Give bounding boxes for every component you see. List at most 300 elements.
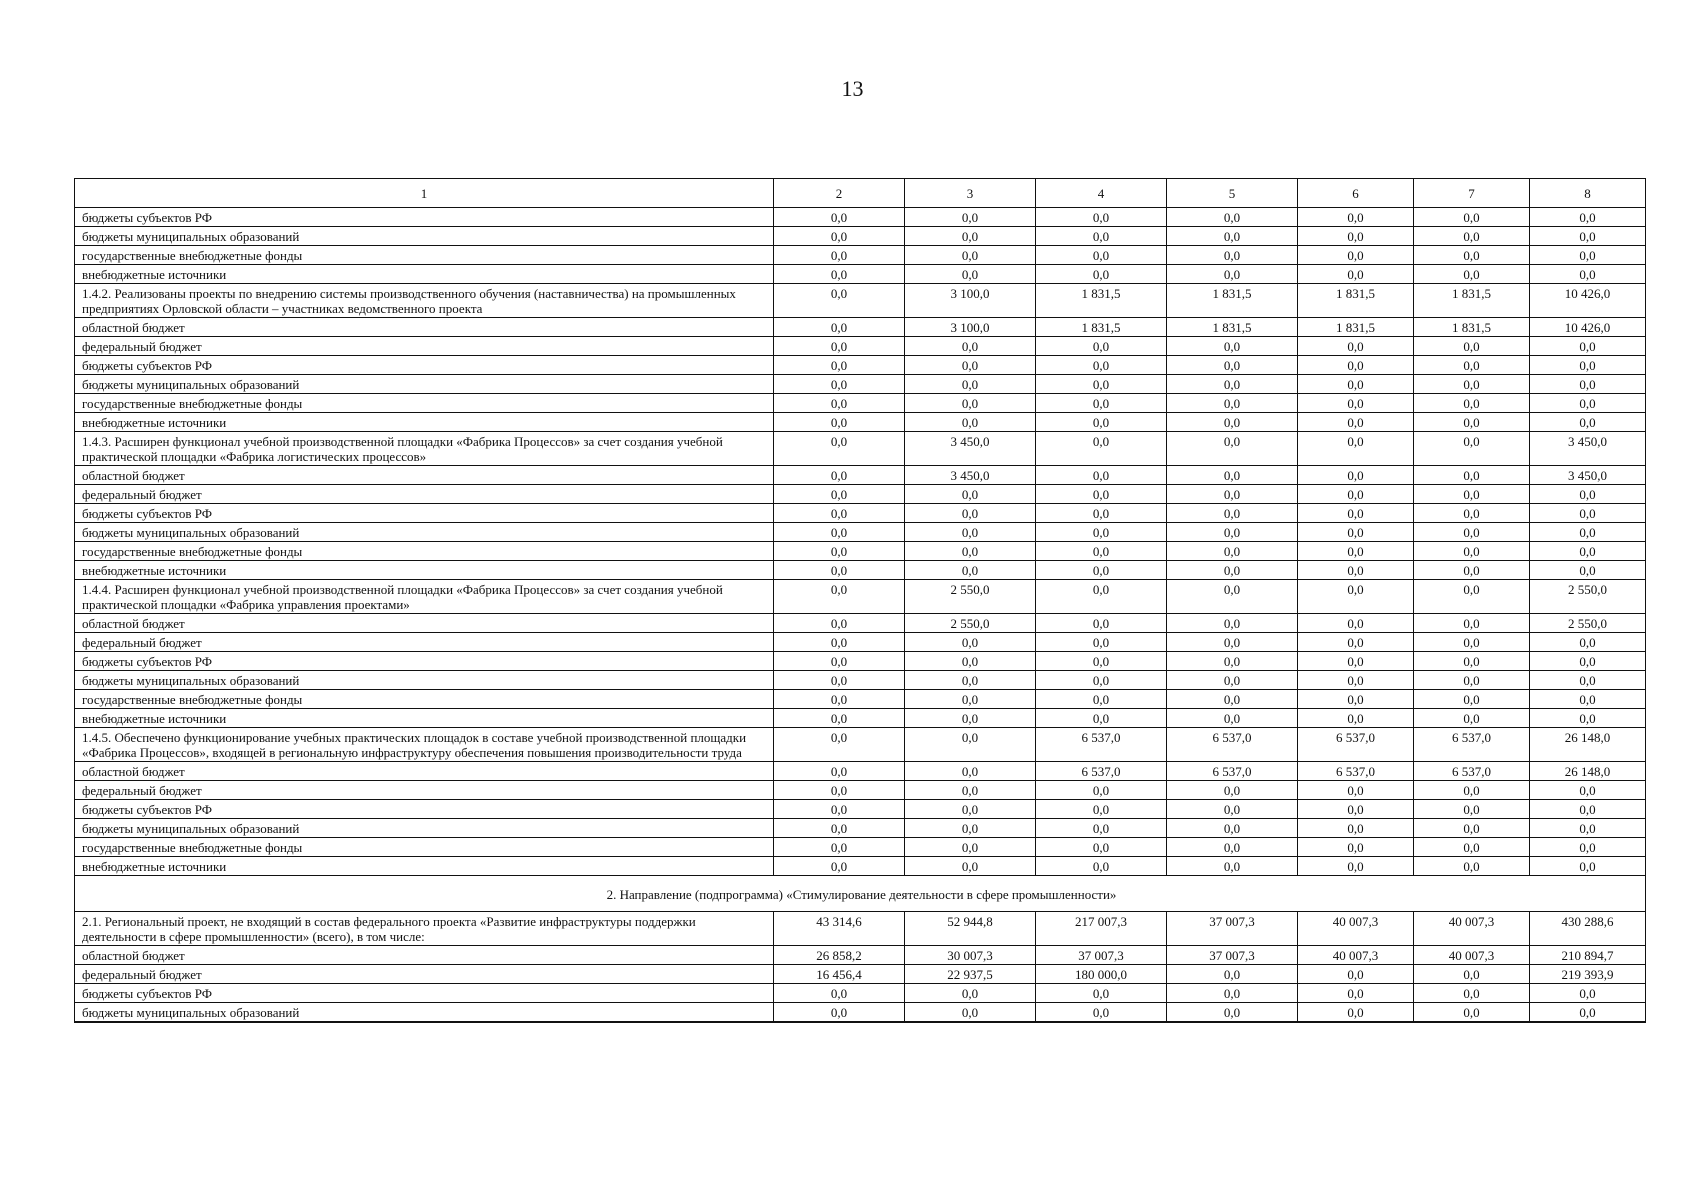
row-value: 6 537,0 xyxy=(1298,762,1414,781)
row-value: 6 537,0 xyxy=(1414,762,1530,781)
row-value: 0,0 xyxy=(1167,709,1298,728)
row-value: 0,0 xyxy=(1036,614,1167,633)
row-value: 0,0 xyxy=(774,800,905,819)
row-value: 0,0 xyxy=(1298,208,1414,227)
table-row xyxy=(75,318,1646,337)
row-value: 0,0 xyxy=(1414,432,1530,466)
row-value: 0,0 xyxy=(1167,781,1298,800)
row-value: 0,0 xyxy=(1036,633,1167,652)
row-value: 0,0 xyxy=(1530,1003,1646,1023)
row-value: 16 456,4 xyxy=(774,965,905,984)
row-label: областной бюджет xyxy=(75,466,774,485)
row-value: 0,0 xyxy=(1298,356,1414,375)
row-value: 0,0 xyxy=(1036,394,1167,413)
row-label: областной бюджет xyxy=(75,946,774,965)
table-row xyxy=(75,432,1646,466)
row-value: 0,0 xyxy=(1530,838,1646,857)
row-value: 0,0 xyxy=(1036,690,1167,709)
row-value: 0,0 xyxy=(905,819,1036,838)
row-value: 0,0 xyxy=(905,485,1036,504)
row-value: 0,0 xyxy=(1414,208,1530,227)
row-value: 0,0 xyxy=(774,394,905,413)
section-row xyxy=(75,876,1646,912)
row-value: 0,0 xyxy=(1036,504,1167,523)
row-value: 0,0 xyxy=(774,614,905,633)
row-value: 0,0 xyxy=(1530,709,1646,728)
row-value: 0,0 xyxy=(1298,671,1414,690)
table-row xyxy=(75,614,1646,633)
row-value: 0,0 xyxy=(1530,265,1646,284)
row-value: 0,0 xyxy=(1414,690,1530,709)
row-label: федеральный бюджет xyxy=(75,485,774,504)
row-label: государственные внебюджетные фонды xyxy=(75,542,774,561)
row-value: 0,0 xyxy=(905,800,1036,819)
row-value: 0,0 xyxy=(774,857,905,876)
row-value: 40 007,3 xyxy=(1298,946,1414,965)
row-value: 0,0 xyxy=(1298,542,1414,561)
row-value: 37 007,3 xyxy=(1167,912,1298,946)
row-value: 0,0 xyxy=(905,208,1036,227)
row-value: 0,0 xyxy=(1167,394,1298,413)
row-value: 0,0 xyxy=(905,838,1036,857)
row-value: 0,0 xyxy=(1530,246,1646,265)
column-header: 3 xyxy=(905,179,1036,208)
table-row xyxy=(75,709,1646,728)
row-label: бюджеты муниципальных образований xyxy=(75,819,774,838)
table-row xyxy=(75,857,1646,876)
row-value: 0,0 xyxy=(1530,504,1646,523)
row-value: 0,0 xyxy=(1530,394,1646,413)
row-value: 37 007,3 xyxy=(1167,946,1298,965)
row-value: 0,0 xyxy=(1167,227,1298,246)
row-value: 0,0 xyxy=(1530,652,1646,671)
table-row xyxy=(75,965,1646,984)
row-value: 0,0 xyxy=(1036,542,1167,561)
row-label: государственные внебюджетные фонды xyxy=(75,394,774,413)
table-row xyxy=(75,356,1646,375)
row-value: 40 007,3 xyxy=(1414,912,1530,946)
row-value: 0,0 xyxy=(1298,227,1414,246)
row-value: 0,0 xyxy=(905,413,1036,432)
row-value: 0,0 xyxy=(1414,523,1530,542)
row-value: 0,0 xyxy=(774,709,905,728)
row-value: 0,0 xyxy=(774,728,905,762)
row-value: 0,0 xyxy=(905,762,1036,781)
row-value: 0,0 xyxy=(1530,208,1646,227)
row-label: областной бюджет xyxy=(75,318,774,337)
column-header: 7 xyxy=(1414,179,1530,208)
row-value: 0,0 xyxy=(1167,208,1298,227)
row-value: 0,0 xyxy=(1414,265,1530,284)
row-value: 2 550,0 xyxy=(905,580,1036,614)
row-value: 43 314,6 xyxy=(774,912,905,946)
row-value: 0,0 xyxy=(1036,356,1167,375)
row-value: 0,0 xyxy=(1414,965,1530,984)
table-row xyxy=(75,337,1646,356)
table-row xyxy=(75,561,1646,580)
row-value: 0,0 xyxy=(1036,671,1167,690)
row-value: 0,0 xyxy=(774,984,905,1003)
row-value: 0,0 xyxy=(1414,542,1530,561)
row-value: 0,0 xyxy=(774,337,905,356)
row-label: областной бюджет xyxy=(75,614,774,633)
row-value: 0,0 xyxy=(1036,265,1167,284)
row-value: 6 537,0 xyxy=(1414,728,1530,762)
row-value: 0,0 xyxy=(1530,690,1646,709)
row-value: 1 831,5 xyxy=(1167,318,1298,337)
row-value: 0,0 xyxy=(774,227,905,246)
row-value: 3 450,0 xyxy=(905,432,1036,466)
row-value: 0,0 xyxy=(1414,819,1530,838)
row-value: 0,0 xyxy=(1530,671,1646,690)
row-value: 0,0 xyxy=(1167,485,1298,504)
row-value: 0,0 xyxy=(774,485,905,504)
row-value: 0,0 xyxy=(1530,800,1646,819)
row-value: 0,0 xyxy=(774,265,905,284)
row-value: 0,0 xyxy=(1298,485,1414,504)
table-row xyxy=(75,946,1646,965)
table-row xyxy=(75,394,1646,413)
row-value: 10 426,0 xyxy=(1530,318,1646,337)
row-value: 0,0 xyxy=(1167,337,1298,356)
row-label: государственные внебюджетные фонды xyxy=(75,838,774,857)
row-value: 0,0 xyxy=(1036,819,1167,838)
row-value: 210 894,7 xyxy=(1530,946,1646,965)
row-value: 37 007,3 xyxy=(1036,946,1167,965)
row-value: 0,0 xyxy=(774,652,905,671)
row-value: 0,0 xyxy=(1036,485,1167,504)
column-header: 8 xyxy=(1530,179,1646,208)
row-value: 52 944,8 xyxy=(905,912,1036,946)
row-value: 0,0 xyxy=(1167,633,1298,652)
row-value: 0,0 xyxy=(1414,838,1530,857)
row-label: бюджеты субъектов РФ xyxy=(75,208,774,227)
row-value: 0,0 xyxy=(1298,265,1414,284)
row-value: 0,0 xyxy=(1036,1003,1167,1023)
row-value: 0,0 xyxy=(1167,542,1298,561)
row-value: 0,0 xyxy=(1167,561,1298,580)
table-row xyxy=(75,800,1646,819)
row-value: 0,0 xyxy=(1167,614,1298,633)
row-value: 0,0 xyxy=(774,318,905,337)
row-label: 1.4.3. Расширен функционал учебной производственной площадки «Фабрика Процессов» за счет создания учебной практической площадки «Фабрика логистических процессов» xyxy=(75,432,774,466)
row-value: 2 550,0 xyxy=(905,614,1036,633)
row-value: 3 100,0 xyxy=(905,284,1036,318)
row-value: 0,0 xyxy=(1036,227,1167,246)
row-value: 0,0 xyxy=(1530,523,1646,542)
row-label: федеральный бюджет xyxy=(75,965,774,984)
row-value: 0,0 xyxy=(1414,800,1530,819)
row-value: 0,0 xyxy=(1036,561,1167,580)
table-row xyxy=(75,208,1646,227)
row-value: 0,0 xyxy=(1298,561,1414,580)
row-value: 0,0 xyxy=(1298,709,1414,728)
row-value: 0,0 xyxy=(1414,466,1530,485)
row-value: 0,0 xyxy=(905,633,1036,652)
row-value: 0,0 xyxy=(1036,375,1167,394)
row-value: 0,0 xyxy=(774,781,905,800)
row-value: 0,0 xyxy=(774,1003,905,1023)
row-value: 1 831,5 xyxy=(1298,284,1414,318)
row-label: государственные внебюджетные фонды xyxy=(75,690,774,709)
table-row xyxy=(75,523,1646,542)
row-value: 0,0 xyxy=(774,246,905,265)
row-value: 0,0 xyxy=(905,857,1036,876)
row-value: 0,0 xyxy=(1298,580,1414,614)
row-value: 0,0 xyxy=(774,838,905,857)
row-value: 40 007,3 xyxy=(1298,912,1414,946)
row-value: 3 450,0 xyxy=(905,466,1036,485)
row-value: 0,0 xyxy=(1298,432,1414,466)
table-body xyxy=(75,208,1646,1023)
row-value: 0,0 xyxy=(1167,356,1298,375)
row-value: 0,0 xyxy=(905,542,1036,561)
row-value: 0,0 xyxy=(1530,781,1646,800)
row-value: 0,0 xyxy=(1167,504,1298,523)
row-value: 26 148,0 xyxy=(1530,762,1646,781)
row-value: 0,0 xyxy=(1036,838,1167,857)
row-value: 0,0 xyxy=(1167,857,1298,876)
row-value: 0,0 xyxy=(1530,375,1646,394)
row-value: 0,0 xyxy=(1414,561,1530,580)
row-value: 0,0 xyxy=(1167,466,1298,485)
column-header: 1 xyxy=(75,179,774,208)
row-value: 0,0 xyxy=(1167,965,1298,984)
row-value: 0,0 xyxy=(1530,857,1646,876)
row-value: 180 000,0 xyxy=(1036,965,1167,984)
row-value: 3 100,0 xyxy=(905,318,1036,337)
row-value: 0,0 xyxy=(774,819,905,838)
row-value: 26 858,2 xyxy=(774,946,905,965)
row-value: 0,0 xyxy=(905,227,1036,246)
row-value: 0,0 xyxy=(1414,246,1530,265)
row-value: 0,0 xyxy=(1036,523,1167,542)
row-value: 0,0 xyxy=(1167,265,1298,284)
row-label: государственные внебюджетные фонды xyxy=(75,246,774,265)
row-value: 0,0 xyxy=(1298,614,1414,633)
row-value: 0,0 xyxy=(905,375,1036,394)
row-value: 0,0 xyxy=(774,208,905,227)
table-row xyxy=(75,652,1646,671)
row-value: 430 288,6 xyxy=(1530,912,1646,946)
row-value: 0,0 xyxy=(774,466,905,485)
row-value: 0,0 xyxy=(774,284,905,318)
row-value: 0,0 xyxy=(1298,246,1414,265)
column-header: 6 xyxy=(1298,179,1414,208)
row-value: 0,0 xyxy=(1167,432,1298,466)
row-value: 2 550,0 xyxy=(1530,614,1646,633)
row-value: 1 831,5 xyxy=(1414,284,1530,318)
row-value: 0,0 xyxy=(1036,208,1167,227)
row-value: 0,0 xyxy=(1167,413,1298,432)
table-row xyxy=(75,246,1646,265)
row-value: 0,0 xyxy=(1298,1003,1414,1023)
row-value: 40 007,3 xyxy=(1414,946,1530,965)
table-row xyxy=(75,504,1646,523)
table-row xyxy=(75,762,1646,781)
row-value: 0,0 xyxy=(1530,337,1646,356)
row-value: 0,0 xyxy=(774,375,905,394)
row-label: внебюджетные источники xyxy=(75,709,774,728)
row-value: 0,0 xyxy=(1167,800,1298,819)
row-value: 3 450,0 xyxy=(1530,466,1646,485)
row-label: бюджеты субъектов РФ xyxy=(75,504,774,523)
row-label: бюджеты муниципальных образований xyxy=(75,671,774,690)
row-label: внебюджетные источники xyxy=(75,413,774,432)
table-row xyxy=(75,375,1646,394)
row-value: 0,0 xyxy=(1036,709,1167,728)
row-value: 0,0 xyxy=(1530,542,1646,561)
row-label: внебюджетные источники xyxy=(75,265,774,284)
row-label: бюджеты муниципальных образований xyxy=(75,227,774,246)
table-row xyxy=(75,819,1646,838)
row-label: 2.1. Региональный проект, не входящий в состав федерального проекта «Развитие инфраструктуры поддержки деятельности в сфере промышленности» (всего), в том числе: xyxy=(75,912,774,946)
row-value: 6 537,0 xyxy=(1036,762,1167,781)
row-value: 0,0 xyxy=(1298,984,1414,1003)
row-value: 0,0 xyxy=(1167,375,1298,394)
table-row xyxy=(75,542,1646,561)
row-value: 0,0 xyxy=(1167,523,1298,542)
row-label: федеральный бюджет xyxy=(75,633,774,652)
row-value: 0,0 xyxy=(1414,337,1530,356)
column-number-row xyxy=(75,179,1646,208)
row-value: 0,0 xyxy=(1036,466,1167,485)
row-value: 0,0 xyxy=(1530,227,1646,246)
row-value: 0,0 xyxy=(905,265,1036,284)
row-value: 22 937,5 xyxy=(905,965,1036,984)
row-value: 0,0 xyxy=(774,542,905,561)
row-value: 0,0 xyxy=(905,246,1036,265)
row-value: 0,0 xyxy=(1036,652,1167,671)
row-value: 0,0 xyxy=(1298,965,1414,984)
table-row xyxy=(75,1003,1646,1023)
row-value: 0,0 xyxy=(1298,800,1414,819)
row-value: 10 426,0 xyxy=(1530,284,1646,318)
row-value: 0,0 xyxy=(1167,838,1298,857)
column-header: 2 xyxy=(774,179,905,208)
table-row xyxy=(75,912,1646,946)
row-value: 0,0 xyxy=(774,504,905,523)
row-value: 6 537,0 xyxy=(1167,762,1298,781)
row-value: 0,0 xyxy=(905,504,1036,523)
row-value: 0,0 xyxy=(1298,337,1414,356)
row-value: 0,0 xyxy=(1298,781,1414,800)
row-label: федеральный бюджет xyxy=(75,337,774,356)
row-value: 1 831,5 xyxy=(1036,318,1167,337)
row-value: 0,0 xyxy=(905,984,1036,1003)
row-value: 0,0 xyxy=(905,1003,1036,1023)
row-label: внебюджетные источники xyxy=(75,561,774,580)
row-value: 0,0 xyxy=(1298,466,1414,485)
table-row xyxy=(75,466,1646,485)
row-value: 0,0 xyxy=(1298,838,1414,857)
table-row xyxy=(75,265,1646,284)
row-label: бюджеты субъектов РФ xyxy=(75,984,774,1003)
row-value: 0,0 xyxy=(905,356,1036,375)
row-value: 0,0 xyxy=(1414,580,1530,614)
row-value: 0,0 xyxy=(1298,652,1414,671)
row-label: бюджеты субъектов РФ xyxy=(75,800,774,819)
row-value: 0,0 xyxy=(905,337,1036,356)
row-value: 0,0 xyxy=(1036,246,1167,265)
row-value: 6 537,0 xyxy=(1036,728,1167,762)
column-header: 5 xyxy=(1167,179,1298,208)
row-value: 0,0 xyxy=(1530,984,1646,1003)
row-value: 0,0 xyxy=(774,671,905,690)
table-row xyxy=(75,671,1646,690)
row-value: 0,0 xyxy=(1298,523,1414,542)
table-row xyxy=(75,728,1646,762)
row-value: 0,0 xyxy=(1414,504,1530,523)
row-value: 0,0 xyxy=(774,356,905,375)
section-title: 2. Направление (подпрограмма) «Стимулирование деятельности в сфере промышленности» xyxy=(75,876,1646,912)
row-value: 0,0 xyxy=(1298,394,1414,413)
row-value: 0,0 xyxy=(1167,580,1298,614)
table-row xyxy=(75,284,1646,318)
row-value: 0,0 xyxy=(1414,1003,1530,1023)
row-value: 0,0 xyxy=(905,561,1036,580)
table-row xyxy=(75,485,1646,504)
table-row xyxy=(75,781,1646,800)
row-value: 0,0 xyxy=(905,671,1036,690)
row-value: 1 831,5 xyxy=(1167,284,1298,318)
table-row xyxy=(75,413,1646,432)
row-value: 0,0 xyxy=(1414,781,1530,800)
row-value: 1 831,5 xyxy=(1036,284,1167,318)
row-value: 0,0 xyxy=(905,652,1036,671)
row-value: 1 831,5 xyxy=(1298,318,1414,337)
table-row xyxy=(75,227,1646,246)
row-value: 0,0 xyxy=(1414,227,1530,246)
row-value: 0,0 xyxy=(1036,432,1167,466)
row-value: 0,0 xyxy=(774,690,905,709)
row-value: 3 450,0 xyxy=(1530,432,1646,466)
row-value: 0,0 xyxy=(1414,709,1530,728)
row-value: 0,0 xyxy=(1167,671,1298,690)
row-value: 0,0 xyxy=(905,523,1036,542)
row-value: 0,0 xyxy=(1298,413,1414,432)
column-header: 4 xyxy=(1036,179,1167,208)
row-value: 0,0 xyxy=(774,633,905,652)
row-value: 0,0 xyxy=(1298,633,1414,652)
table-row xyxy=(75,838,1646,857)
row-value: 30 007,3 xyxy=(905,946,1036,965)
row-value: 0,0 xyxy=(1298,819,1414,838)
row-value: 0,0 xyxy=(1530,413,1646,432)
row-label: 1.4.4. Расширен функционал учебной производственной площадки «Фабрика Процессов» за счет создания учебной практической площадки «Фабрика управления проектами» xyxy=(75,580,774,614)
row-value: 0,0 xyxy=(1530,561,1646,580)
row-value: 0,0 xyxy=(1036,857,1167,876)
row-value: 0,0 xyxy=(774,432,905,466)
row-value: 0,0 xyxy=(774,762,905,781)
row-value: 0,0 xyxy=(774,413,905,432)
row-value: 0,0 xyxy=(905,781,1036,800)
row-value: 0,0 xyxy=(1530,633,1646,652)
row-label: областной бюджет xyxy=(75,762,774,781)
row-value: 6 537,0 xyxy=(1167,728,1298,762)
row-label: бюджеты муниципальных образований xyxy=(75,523,774,542)
row-label: бюджеты субъектов РФ xyxy=(75,652,774,671)
row-value: 0,0 xyxy=(1167,652,1298,671)
row-value: 0,0 xyxy=(1036,337,1167,356)
row-value: 0,0 xyxy=(774,580,905,614)
row-value: 0,0 xyxy=(774,561,905,580)
table-row xyxy=(75,633,1646,652)
row-value: 0,0 xyxy=(1530,819,1646,838)
row-value: 0,0 xyxy=(1414,857,1530,876)
row-value: 0,0 xyxy=(1036,800,1167,819)
row-value: 0,0 xyxy=(1414,671,1530,690)
